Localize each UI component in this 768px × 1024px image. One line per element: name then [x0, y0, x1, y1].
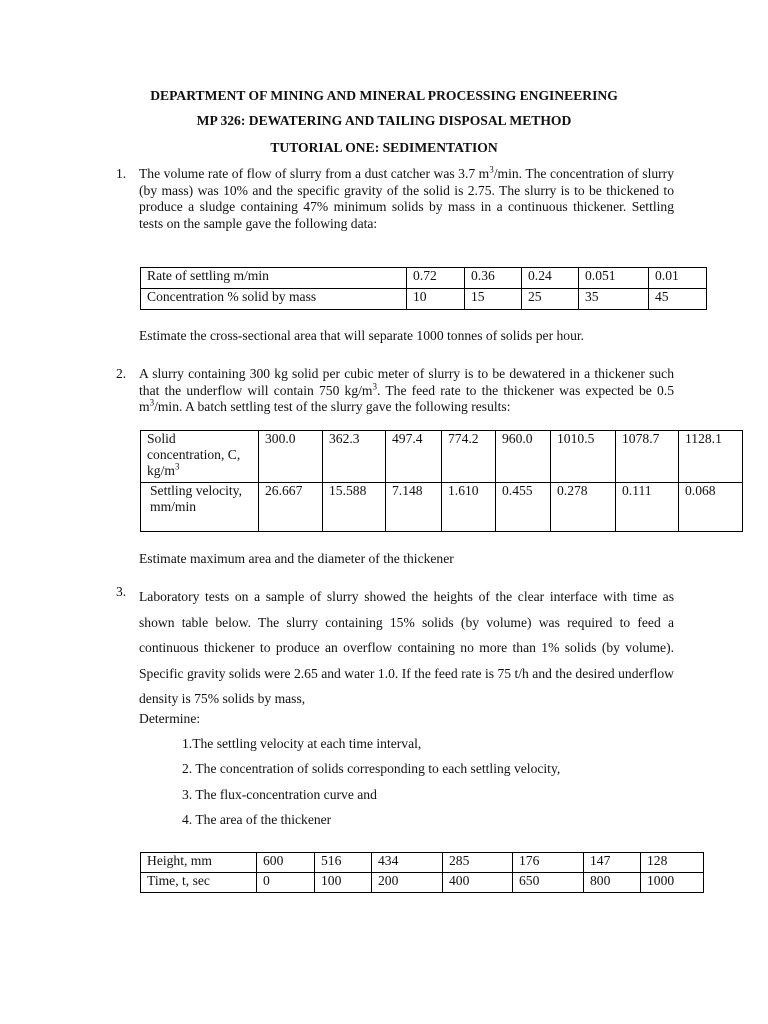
list-item: 1.The settling velocity at each time interval, [182, 736, 422, 751]
table-cell: Time, t, sec [141, 873, 257, 893]
table-cell: 0 [257, 873, 315, 893]
table-cell: 1000 [641, 873, 704, 893]
table-cell: 516 [315, 853, 372, 873]
table-cell: Solid concentration, C, $kg/m^3$ [141, 431, 259, 483]
table-row [141, 873, 704, 893]
table-cell: 1010.5 [551, 431, 616, 483]
table-cell: 0.36 [465, 268, 522, 289]
q2-table [140, 430, 743, 532]
table-cell: 774.2 [442, 431, 496, 483]
table-cell: 45 [649, 289, 707, 310]
table-row [141, 853, 704, 873]
table-cell: 285 [443, 853, 513, 873]
table-cell: Height, mm [141, 853, 257, 873]
table-cell: 1.610 [442, 483, 496, 532]
table-cell: Settling velocity, mm/min [141, 483, 259, 532]
table-cell: 0.01 [649, 268, 707, 289]
q2-task: Estimate maximum area and the diameter of the thickener [139, 551, 454, 566]
table-cell: 176 [513, 853, 584, 873]
table-cell: 200 [372, 873, 443, 893]
table-cell: 26.667 [259, 483, 323, 532]
q1-table [140, 267, 707, 310]
table-cell: 0.051 [579, 268, 649, 289]
q1-text: The volume rate of flow of slurry from a dust catcher was 3.7 $m^3/\min$. The concentration of slurry (by mass) was 10% and the specific gravity of the solid is 2.75. The slurry is to be thickened to produce a sludge containing 47% minimum solids by mass in a continuous thickener. Settling tests on the sample gave the following data: [139, 164, 674, 231]
q1-task: Estimate the cross-sectional area that will separate 1000 tonnes of solids per hour. [139, 328, 585, 343]
table-cell: 15.588 [323, 483, 386, 532]
table-cell: 600 [257, 853, 315, 873]
table-cell: 1078.7 [616, 431, 679, 483]
tutorial-heading: TUTORIAL ONE: SEDIMENTATION [270, 140, 498, 155]
table-cell: 650 [513, 873, 584, 893]
table-cell: 0.111 [616, 483, 679, 532]
table-cell: 10 [407, 289, 465, 310]
table-cell: 960.0 [496, 431, 551, 483]
table-cell: 0.068 [679, 483, 743, 532]
table-row [141, 289, 707, 310]
table-row [141, 268, 707, 289]
table-row [141, 431, 743, 483]
q3-number: 3. [116, 584, 127, 599]
table-cell: 35 [579, 289, 649, 310]
table-cell: 434 [372, 853, 443, 873]
table-cell: 497.4 [386, 431, 442, 483]
q1-number: 1. [116, 166, 127, 181]
table-cell: 800 [584, 873, 641, 893]
q2-number: 2. [116, 366, 127, 381]
list-item: 3. The flux-concentration curve and [182, 787, 377, 802]
table-cell: 362.3 [323, 431, 386, 483]
table-row [141, 483, 743, 532]
list-item: 4. The area of the thickener [182, 812, 332, 827]
table-cell: Concentration % solid by mass [141, 289, 407, 310]
q3-determine: Determine: [139, 711, 201, 726]
table-cell: 0.72 [407, 268, 465, 289]
q3-table [140, 852, 704, 893]
table-cell: 0.24 [522, 268, 579, 289]
table-cell: 7.148 [386, 483, 442, 532]
table-cell: 15 [465, 289, 522, 310]
q3-text: Laboratory tests on a sample of slurry showed the heights of the clear interface with time as shown table below. The slurry containing 15% solids (by volume) was required to feed a continuous thickener to produce an overflow containing no more than 1% solids (by volume). Specific gravity solids were 2.65 and water 1.0. If the feed rate is 75 t/h and the desired underflow density is 75% solids by mass, [139, 589, 674, 706]
table-cell: Rate of settling m/min [141, 268, 407, 289]
table-cell: 0.278 [551, 483, 616, 532]
table-cell: 147 [584, 853, 641, 873]
table-cell: 128 [641, 853, 704, 873]
table-cell: 400 [443, 873, 513, 893]
q2-text: A slurry containing 300 kg solid per cubic meter of slurry is to be dewatered in a thickener such that the underflow will contain 750 $kg/m^3$. The feed rate to the thickener was expected be 0.5 $m^3/\min$. A batch settling test of the slurry gave the following results: [139, 366, 674, 415]
department-heading: DEPARTMENT OF MINING AND MINERAL PROCESSING ENGINEERING [150, 88, 618, 103]
list-item: 2. The concentration of solids corresponding to each settling velocity, [182, 761, 561, 776]
table-cell: 0.455 [496, 483, 551, 532]
table-cell: 1128.1 [679, 431, 743, 483]
table-cell: 25 [522, 289, 579, 310]
table-cell: 300.0 [259, 431, 323, 483]
table-cell: 100 [315, 873, 372, 893]
course-heading: MP 326: DEWATERING AND TAILING DISPOSAL METHOD [196, 113, 572, 128]
